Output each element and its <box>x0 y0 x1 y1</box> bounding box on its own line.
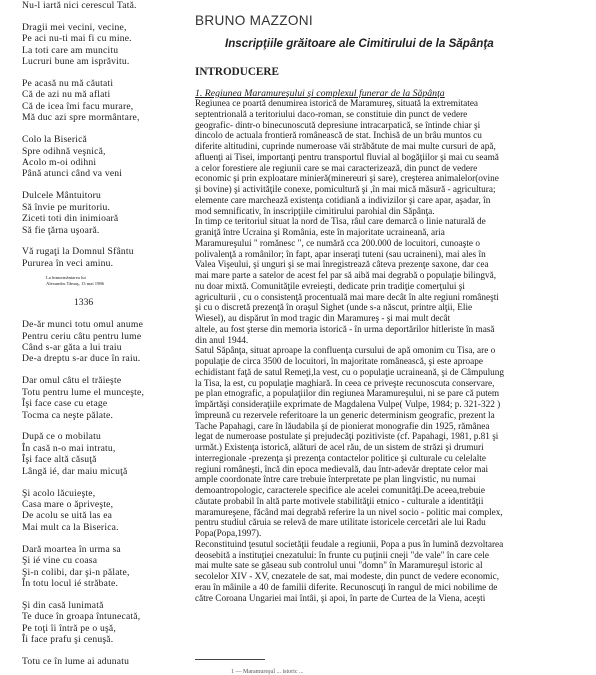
body-line: pentru studiul căruia se relevă de mare utilitate istoricele cercetări ale lui Radu <box>195 518 486 529</box>
body-line: Maramureşului " romănesc ", ce numără cca 200.000 de locuitori, cunoaşte o <box>195 238 480 249</box>
body-line: pe plan etnografic, a populaţiilor din regiunea Maramureşului, ni se pare că putem <box>195 389 500 400</box>
body-line: geografic- dintr-o binecunoscută depresiune intracarpatică, se întinde chiar şi <box>195 120 481 131</box>
poem-line: La toti care am muncitu <box>22 44 119 56</box>
body-line: maramureşene, făcând mai degrabă referire la un nivel socio - politic mai complex, <box>195 507 503 518</box>
poem-column <box>22 0 187 667</box>
poem-line: Mai mult ca la Biserica. <box>22 521 119 533</box>
body-line: legat de numeroase postulate şi prejudecăţi pozitiviste (cf. Papahagi, 1981, p.81 şi <box>195 432 499 443</box>
body-line: următ.) Existenţa istorică, alături de acel rău, de un sistem de străzi şi drumuri <box>195 443 484 453</box>
poem-line: De acolu se uită las ea <box>22 510 113 522</box>
body-line: diferite altitudini, cuprinde numeroase văi străbătute de mai multe cursuri de apă, <box>195 142 496 152</box>
section-heading: INTRODUCERE <box>195 66 279 78</box>
body-line: afluenţi ai Tisei, importanţi pentru transportul fluvial al bogăţiilor şi mai cu seamă <box>195 152 499 163</box>
poem-line: Să învie pe muritoriu. <box>22 201 111 213</box>
body-line: agriculturii , cu o consistenţă procentuală mai mare decât în alte regiuni româneşti <box>195 292 499 303</box>
poem-line: Pururea în veci aminu. <box>22 257 114 269</box>
poem-line: Îşi face case cu etage <box>22 398 108 410</box>
body-line: a celor forestiere ale regiunii care se mai caracterizează, din punct de vedere <box>195 163 478 174</box>
poem-line: Îşi face altă căsuţă <box>22 454 97 466</box>
body-line: dincolo de actuala frontieră românească de stat. Închisă de un brâu muntos cu <box>195 131 482 142</box>
body-line: Regiunea ce poartă denumirea istorică de Maramureş, situată la extremitatea <box>195 99 479 109</box>
body-line: şi bovine) şi activităţile conexe, pomicultură şi ,în mai mică măsură - agricultura; <box>195 185 496 195</box>
poem-line: Casa mare o ăpriveşte, <box>22 499 114 510</box>
body-line: economic şi prin exploatare minieră(minereuri şi sare), creşterea animalelor(ovine <box>195 174 499 185</box>
body-line: împreună cu rezervele referitoare la un generic determinism geografic, prezent la <box>195 410 495 421</box>
body-line: elemente care marchează existenţa cotidiană a indivizilor şi care apar, aşadar, în <box>195 195 491 206</box>
body-line: deosebită a instituţiei cnezatului: în frunte cu puţinii cneji "de vale" în care cele <box>195 550 489 561</box>
poem-line: Nu-l iartă nici cerescul Tată. <box>22 0 137 11</box>
poem-line: În totu locul ié străbate. <box>22 577 119 589</box>
author-name: BRUNO MAZZONI <box>195 13 313 28</box>
poem-line: Şi acolo lăcuieşte, <box>22 487 96 499</box>
body-line: Reconstituind ţesutul societăţii feudale a regiunii, Popa a pus în lumină dezvoltarea <box>195 539 504 550</box>
body-line: Wiesel), au dispărut în mod tragic din Maramureş - şi mai mult decât <box>195 314 451 324</box>
poem-note: Alexandru Tâmaş, 13 mai 1986 <box>46 281 104 287</box>
poem-line: Dulcele Mântuitoru <box>22 190 101 202</box>
poem-line: Că de icea îmi facu murare, <box>22 100 134 112</box>
body-line: demoantropologic, caracterele specifice ale acelei comunităţi.De aceea,trebuie <box>195 486 485 496</box>
body-line: În timp ce teritoriul situat la nord de Tisa, râul care demarcă o linie naturală de <box>195 217 486 228</box>
poem-line: Dară moartea în urma sa <box>22 543 121 555</box>
poem-line: Pentru ceriu câtu pentru lume <box>22 330 142 342</box>
poem-note: La înmormântarea lui <box>46 275 86 281</box>
body-line: mai mare parte a satelor de acest fel par să aibă mai degrabă o populaţie bilingvă, <box>195 271 497 281</box>
body-line: ample coordonate între care trebuie înterpretate pe plan lingvistic, nu numai <box>195 475 476 486</box>
poem-line: Pe acasă nu mă căutati <box>22 78 114 90</box>
body-line: Popa(Popa,1997). <box>195 529 262 539</box>
poem-line: Tocma ca neşte pălate. <box>22 409 114 421</box>
poem-year: 1336 <box>74 297 94 309</box>
body-line: Valea Vişeului, şi unguri şi se mai înregistrează câteva prezenţe saxone, dar cea <box>195 260 489 271</box>
poem-line: Spre odihnă veşnică, <box>22 145 106 157</box>
body-line: din anul 1944. <box>195 335 249 346</box>
poem-line: Dragii mei vecini, vecine, <box>22 21 127 33</box>
body-line: către Coroana Ungariei mai întâi, şi apoi, în parte de Curtea de la Viena, aceşti <box>195 593 486 604</box>
poem-line: Dar omul câtu el trăieşte <box>22 375 122 387</box>
body-line: regiuni româneşti, încă din epoca medievală, dau într-adevăr dreptate celor mai <box>195 464 489 475</box>
poem-line: Pe toţi îi întră pe o uşă, <box>22 622 116 634</box>
poem-line: Până atunci când va veni <box>22 168 123 180</box>
body-line: polivalenţă a românilor; în fapt, apar inseraţi tuteni (sau ucraineni), mai ales în <box>195 249 486 260</box>
body-line: secolelor XIV - XV, cnezatele de sat, mai modeste, din punct de vedere economic, <box>195 572 500 582</box>
body-line: împărtăşi consideraţiile exprimate de Magdalena Vulpe( Vulpe, 1984; p. 321-322 ) <box>195 400 501 410</box>
poem-line: De-a dreptu s-ar duce în raiu. <box>22 353 141 365</box>
poem-line: Ziceti toti din inimioară <box>22 213 119 225</box>
poem-line: Vă rugaţi la Domnul Sfântu <box>22 246 134 258</box>
poem-line: Şi-n colibi, dar şi-n pălate, <box>22 566 130 578</box>
poem-line: Lângă ié, dar maiu micuţă <box>22 465 128 477</box>
poem-line: Când s-ar găta a lui traiu <box>22 342 122 354</box>
poem-line: Colo la Biserică <box>22 134 88 146</box>
subsection-heading: 1. Regiunea Maramureşului şi complexul funerar de la Săpânţa <box>195 88 445 99</box>
poem-line: Totu ce în lume ai adunatu <box>22 655 130 667</box>
footnote-fragment: 1 — Maramureşul ... istoric ... <box>231 669 304 675</box>
poem-line: Că de azi nu mă aflati <box>22 89 111 101</box>
body-line: mod semnificativ, în inscripţiile cimitirului parohial din Săpânţa. <box>195 206 435 217</box>
body-line: altele, au fost şterse din memoria istorică - în urma deportărilor hitleriste în masă <box>195 324 495 335</box>
poem-line: După ce o mobilatu <box>22 431 101 443</box>
poem-line: De-ăr munci totu omul anume <box>22 319 144 331</box>
body-line: graniţă între Ucraina şi România, este în majoritate ucraineană, aria <box>195 228 445 238</box>
body-line: Satul Săpânţa, situat aproape la confluenţa cursului de apă omonim cu Tisa, are o <box>195 346 496 357</box>
poem-line: Pe aci nu-ti mai fi cu mine. <box>22 33 132 45</box>
body-line: şi cu o discretă prezenţă în oraşul Sighet (unde s-a născut, printre alţii, Elie <box>195 303 473 314</box>
poem-line: Şi din casă lunimată <box>22 599 104 611</box>
body-line: interregionale -prezenţa şi prezenţa contactelor politice şi culturale cu celelalte <box>195 453 486 464</box>
article-title: Inscripţiile grăitoare ale Cimitirului de la Săpânţa <box>225 37 494 50</box>
body-line: Tache Papahagi, care în lăudabila şi de pionierat monografie din 1925, rămânea <box>195 421 490 432</box>
poem-line: Îi face prafu şi cenuşă. <box>22 634 114 646</box>
body-line: nu doar mixtă. Comunităţile evreieşti, dedicate prin tradiţie comerţului şi <box>195 281 465 292</box>
body-line: echidistant faţă de satul Remeţi,la vest, cu o populaţie ucraineană, şi de Câmpulung <box>195 367 505 378</box>
body-line: populaţie de circa 3500 de locuitori, în majoritate românească, şi este aproape <box>195 357 483 367</box>
article-body <box>195 99 591 604</box>
poem-line: Mă duc azi spre mormântare, <box>22 112 140 124</box>
body-line: la Tisa, la est, cu populaţie maghiară. În ceea ce priveşte recunoscuta conservare, <box>195 378 495 389</box>
poem-line: Acolo m-oi odihni <box>22 156 97 168</box>
poem-line: Te duce în groapa întunecată, <box>22 611 141 623</box>
footnote-rule <box>195 659 265 660</box>
body-line: căutate probabil în altă parte motivele stabilităţii etnico - culturale a identităţii <box>195 496 484 507</box>
poem-line: Totu pentru lume el munceşte, <box>22 386 145 398</box>
poem-line: În casă n-o mai intratu, <box>22 442 116 454</box>
poem-line: Să fie ţărna uşoară. <box>22 224 100 236</box>
body-line: mai multe sate se găseau sub controlul unui "domn" în Maramureşul istoric al <box>195 561 483 572</box>
poem-line: Şi ié vine cu coasa <box>22 555 98 567</box>
body-line: erau în mâinile a 40 de familii diferite. Recunoscuţi în rangul de mici nobilime de <box>195 582 498 593</box>
body-line: septentrională a teritoriului daco-roman, se constituie din punct de vedere <box>195 109 468 120</box>
poem-line: Lucruri bune am isprăvitu. <box>22 56 130 68</box>
